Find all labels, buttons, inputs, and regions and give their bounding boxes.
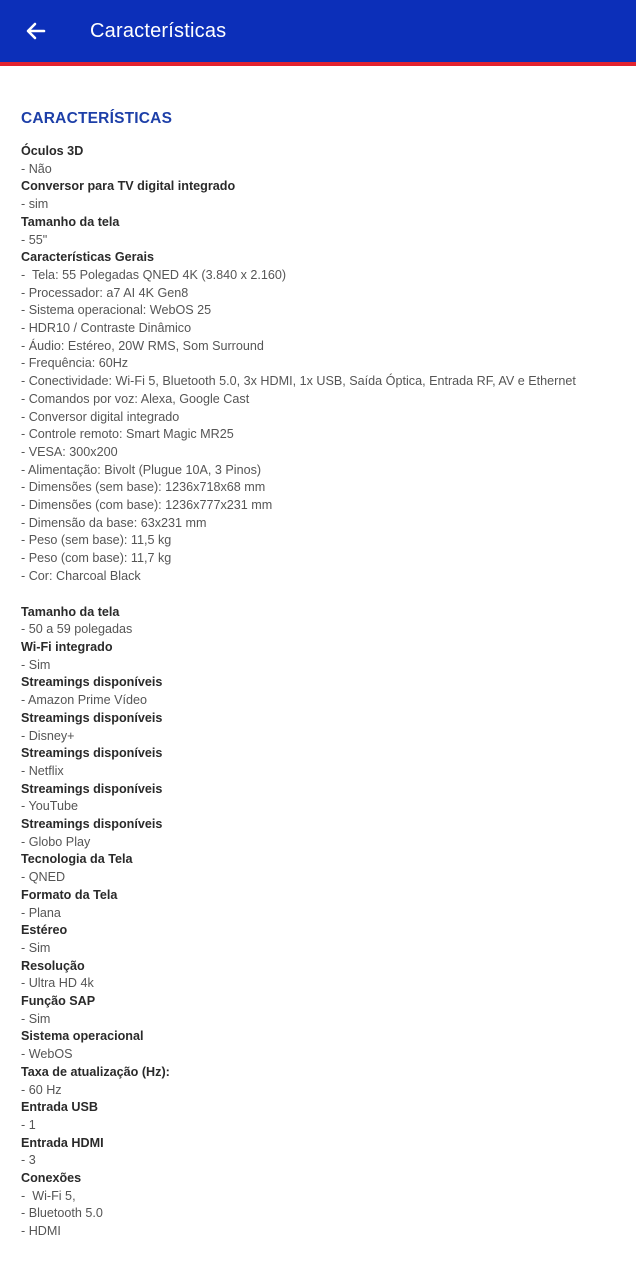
spec-value: - sim [21, 197, 49, 212]
spec-value: - Frequência: 60Hz [21, 356, 129, 371]
spec-label: Formato da Tela [21, 887, 118, 902]
spec-value: - WebOS [21, 1047, 73, 1062]
spec-value: - Conversor digital integrado [21, 409, 180, 424]
spec-value: - QNED [21, 870, 66, 885]
spec-label: Conexões [21, 1171, 82, 1186]
spec-label: Wi-Fi integrado [21, 639, 113, 654]
spec-label: Entrada USB [21, 1100, 98, 1115]
spec-value: - Alimentação: Bivolt (Plugue 10A, 3 Pinos) [21, 462, 262, 477]
spec-value: - Netflix [21, 763, 64, 778]
spec-value: - Disney+ [21, 728, 75, 743]
characteristics-list [21, 143, 616, 1241]
spec-label: Taxa de atualização (Hz): [21, 1064, 170, 1079]
back-button[interactable] [18, 13, 54, 49]
spec-value: - Áudio: Estéreo, 20W RMS, Som Surround [21, 338, 264, 353]
group-divider [21, 586, 616, 604]
spec-label: Conversor para TV digital integrado [21, 179, 236, 194]
spec-value: - VESA: 300x200 [21, 444, 118, 459]
spec-value: - 50 a 59 polegadas [21, 622, 133, 637]
spec-value: - Peso (com base): 11,7 kg [21, 551, 172, 566]
spec-value: - 3 [21, 1153, 36, 1168]
app-bar [0, 0, 636, 62]
spec-value: - Cor: Charcoal Black [21, 568, 141, 583]
spec-label: Sistema operacional [21, 1029, 144, 1044]
spec-value: - Plana [21, 905, 61, 920]
spec-value: - Tela: 55 Polegadas QNED 4K (3.840 x 2.160) [21, 267, 287, 282]
spec-value: - Conectividade: Wi-Fi 5, Bluetooth 5.0, 3x HDMI, 1x USB, Saída Óptica, Entrada RF, AV e Ethernet [21, 374, 576, 389]
spec-value: - Ultra HD 4k [21, 976, 94, 991]
spec-value: - Sim [21, 940, 51, 955]
spec-value: - 1 [21, 1117, 36, 1132]
spec-value: - Sistema operacional: WebOS 25 [21, 303, 212, 318]
spec-group [21, 143, 616, 586]
spec-value: - YouTube [21, 799, 78, 814]
spec-label: Função SAP [21, 994, 96, 1009]
spec-label: Tamanho da tela [21, 604, 120, 619]
spec-label: Streamings disponíveis [21, 781, 163, 796]
spec-value: - Processador: a7 AI 4K Gen8 [21, 285, 189, 300]
spec-value: - Sim [21, 1011, 51, 1026]
spec-value: - Sim [21, 657, 51, 672]
spec-value: - Comandos por voz: Alexa, Google Cast [21, 391, 250, 406]
spec-value: - Dimensões (sem base): 1236x718x68 mm [21, 480, 266, 495]
spec-value: - Bluetooth 5.0 [21, 1206, 103, 1221]
spec-value: - Amazon Prime Vídeo [21, 693, 147, 708]
content-area[interactable] [0, 66, 636, 1241]
spec-label: Tecnologia da Tela [21, 852, 133, 867]
spec-value: - Wi-Fi 5, [21, 1188, 76, 1203]
spec-label: Resolução [21, 958, 85, 973]
spec-value: - HDMI [21, 1224, 61, 1239]
spec-value: - Não [21, 161, 52, 176]
spec-label: Estéreo [21, 923, 68, 938]
spec-value: - 60 Hz [21, 1082, 62, 1097]
spec-label: Tamanho da tela [21, 214, 120, 229]
spec-value: - Controle remoto: Smart Magic MR25 [21, 427, 234, 442]
spec-value: - HDR10 / Contraste Dinâmico [21, 321, 192, 336]
spec-label: Óculos 3D [21, 144, 84, 158]
spec-group [21, 604, 616, 1241]
spec-value: - Dimensões (com base): 1236x777x231 mm [21, 498, 273, 513]
spec-label: Características Gerais [21, 250, 155, 265]
spec-value: - Peso (sem base): 11,5 kg [21, 533, 172, 548]
page-title: Características [90, 19, 227, 42]
section-title: CARACTERÍSTICAS [21, 110, 173, 127]
spec-value: - 55" [21, 232, 48, 247]
arrow-left-icon [24, 19, 48, 43]
spec-value: - Globo Play [21, 834, 91, 849]
spec-value: - Dimensão da base: 63x231 mm [21, 515, 207, 530]
spec-label: Streamings disponíveis [21, 675, 163, 690]
spec-label: Entrada HDMI [21, 1135, 104, 1150]
spec-label: Streamings disponíveis [21, 817, 163, 832]
spec-label: Streamings disponíveis [21, 710, 163, 725]
spec-label: Streamings disponíveis [21, 746, 163, 761]
